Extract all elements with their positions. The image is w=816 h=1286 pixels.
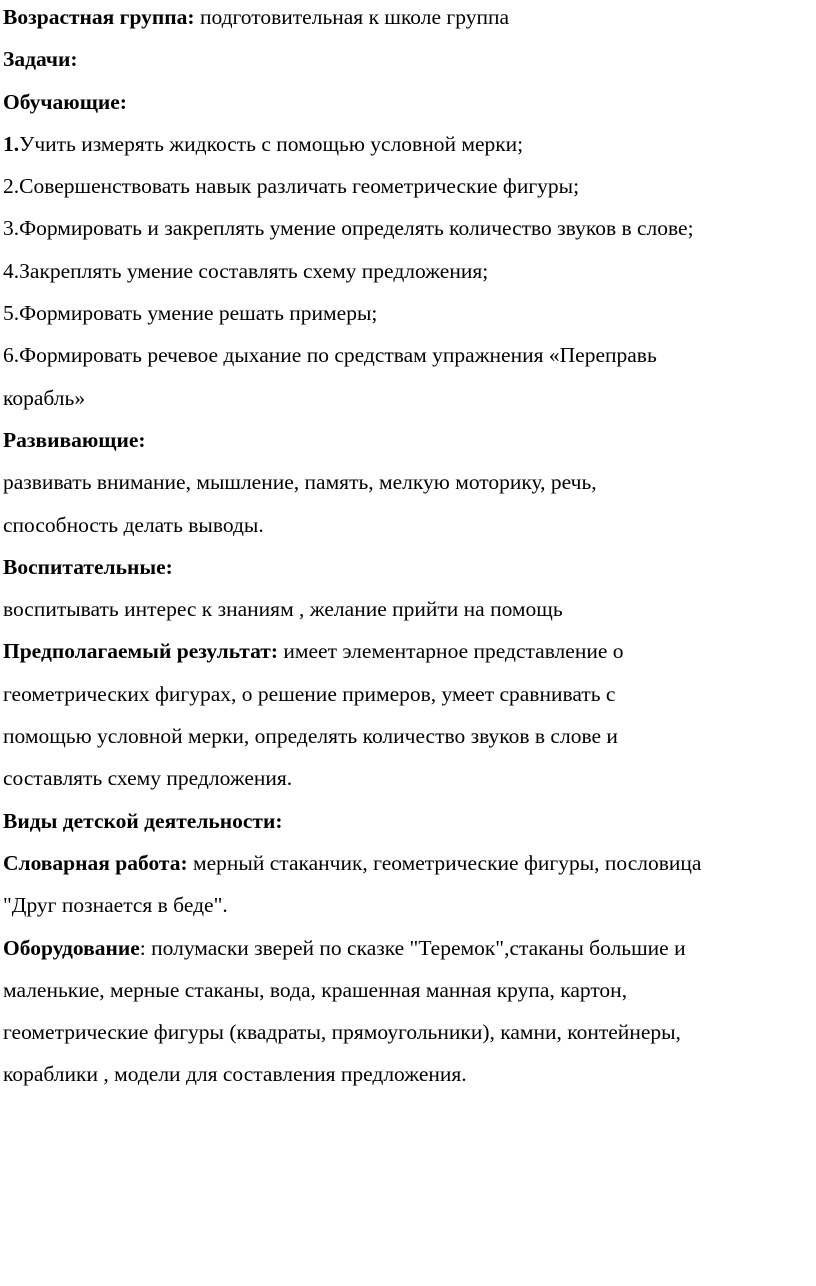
upbringing-line-1: воспитывать интерес к знаниям , желание прийти на помощь [3, 597, 563, 622]
developing-line-2: способность делать выводы. [3, 512, 264, 537]
activities-heading-text: Виды детской деятельности: [3, 808, 283, 833]
upbringing-heading-text: Воспитательные: [3, 554, 173, 579]
vocabulary-text-1: мерный стаканчик, геометрические фигуры, пословица [187, 850, 702, 875]
expected-result-label: Предполагаемый результат: [3, 639, 278, 664]
expected-result-text-1: имеет элементарное представление о [278, 639, 624, 664]
teaching-item-6-line-2: корабль» [3, 385, 86, 410]
upbringing-heading [3, 546, 816, 588]
equipment-line-4: кораблики , модели для составления предложения. [3, 1062, 467, 1087]
vocabulary-line-2: "Друг познается в беде". [3, 893, 228, 918]
equipment-text-1: : полумаски зверей по сказке "Теремок",стаканы большие и [139, 935, 686, 960]
age-group-value: подготовительная к школе группа [194, 5, 509, 29]
teaching-item-6-line-1: 6.Формировать речевое дыхание по средствам упражнения «Переправь [3, 343, 657, 368]
teaching-item-1 [3, 123, 816, 165]
developing-heading [3, 419, 816, 461]
teaching-item-3: 3.Формировать и закреплять умение определять количество звуков в слове; [3, 216, 694, 241]
age-group-line [3, 0, 816, 38]
expected-result-line-2: геометрических фигурах, о решение примеров, умеет сравнивать с [3, 681, 616, 706]
teaching-item-5: 5.Формировать умение решать примеры; [3, 301, 378, 326]
equipment-line-3: геометрические фигуры (квадраты, прямоугольники), камни, контейнеры, [3, 1020, 681, 1045]
expected-result-line-1 [3, 630, 816, 672]
teaching-item-2: 2.Совершенствовать навык различать геометрические фигуры; [3, 174, 580, 199]
expected-result-line-4: составлять схему предложения. [3, 766, 293, 791]
age-group-label: Возрастная группа: [3, 5, 195, 29]
teaching-heading [3, 81, 816, 123]
equipment-label: Оборудование [3, 935, 140, 960]
teaching-item-4: 4.Закреплять умение составлять схему предложения; [3, 258, 489, 283]
activities-heading [3, 800, 816, 842]
teaching-heading-text: Обучающие: [3, 89, 127, 114]
equipment-line-2: маленькие, мерные стаканы, вода, крашенная манная крупа, картон, [3, 977, 628, 1002]
vocabulary-label: Словарная работа: [3, 850, 188, 875]
vocabulary-line-1 [3, 842, 816, 884]
expected-result-line-3: помощью условной мерки, определять количество звуков в слове и [3, 724, 618, 749]
developing-line-1: развивать внимание, мышление, память, мелкую моторику, речь, [3, 470, 597, 495]
teaching-item-1-number: 1. [3, 131, 20, 156]
developing-heading-text: Развивающие: [3, 427, 146, 452]
tasks-heading [3, 38, 816, 80]
equipment-line-1 [3, 927, 816, 969]
tasks-heading-text: Задачи: [3, 47, 78, 72]
teaching-item-1-text: Учить измерять жидкость с помощью условной мерки; [19, 131, 524, 156]
